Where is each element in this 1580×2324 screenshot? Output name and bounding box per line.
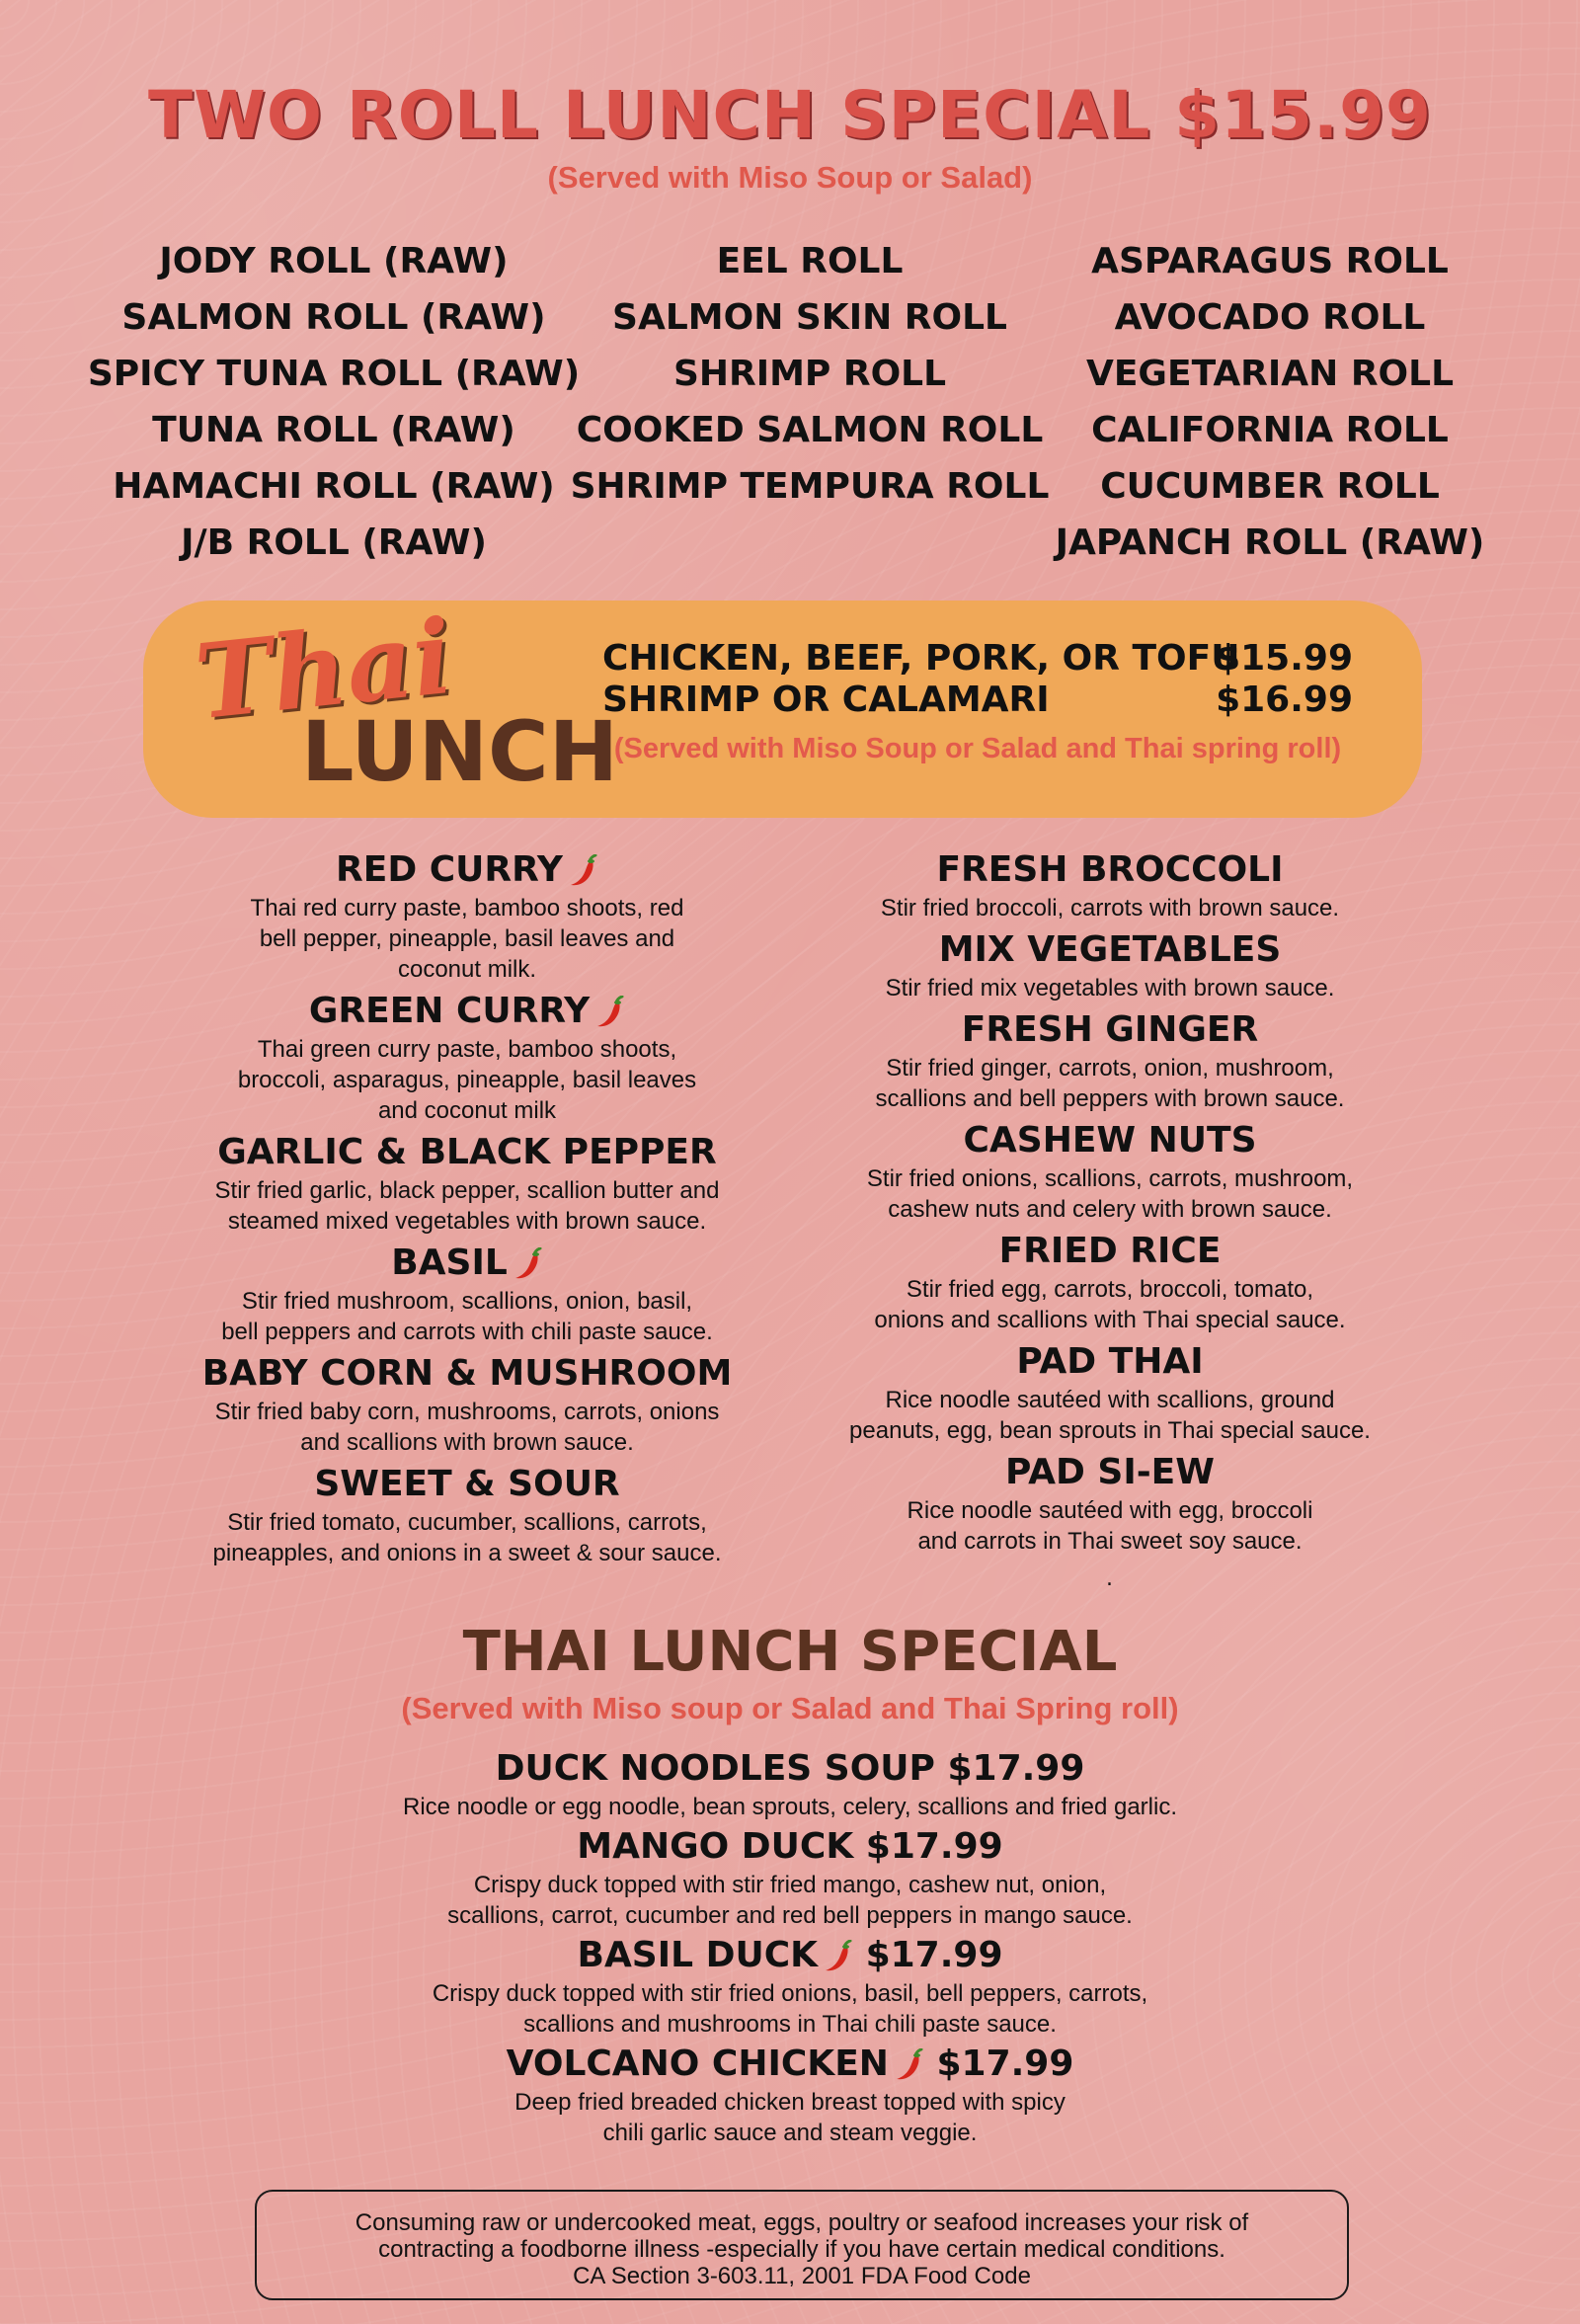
dish-name-row [804, 847, 1416, 893]
dish-description: Thai green curry paste, bamboo shoots, broccoli, asparagus, pineapple, basil leaves and coconut milk [237, 1036, 697, 1124]
dish-item [804, 1450, 1416, 1557]
chili-pepper-icon [595, 996, 625, 1029]
roll-column-3 [1013, 233, 1527, 571]
roll-item: SHRIMP TEMPURA ROLL [570, 466, 1050, 507]
roll-item: TUNA ROLL (RAW) [152, 410, 515, 450]
special-name: BASIL DUCK [577, 1935, 819, 1975]
dish-name: FRESH BROCCOLI [936, 849, 1284, 890]
dish-description: Stir fried garlic, black pepper, scallion butter and steamed mixed vegetables with brown sauce. [214, 1177, 720, 1235]
lunch-word-logo: LUNCH [301, 703, 618, 800]
dish-item [161, 1130, 773, 1237]
dish-item [161, 847, 773, 985]
dish-description: Thai red curry paste, bamboo shoots, red bell pepper, pineapple, basil leaves and coconut milk. [250, 895, 684, 983]
dish-description: Stir fried mix vegetables with brown sauce. [885, 975, 1335, 1002]
roll-column-1 [77, 233, 591, 571]
roll-item: SALMON SKIN ROLL [612, 297, 1007, 338]
dish-name-row [804, 1229, 1416, 1274]
roll-item: CALIFORNIA ROLL [1091, 410, 1449, 450]
dish-item [804, 1118, 1416, 1225]
special-price: $17.99 [936, 2044, 1074, 2084]
price-line-seafood-label: SHRIMP OR CALAMARI [602, 680, 1050, 720]
special-name-row [296, 1824, 1284, 1870]
roll-column-2 [553, 233, 1066, 515]
roll-item: VEGETARIAN ROLL [1085, 354, 1455, 394]
roll-item: SALMON ROLL (RAW) [121, 297, 546, 338]
special-subtitle: (Served with Miso soup or Salad and Thai Spring roll) [401, 1691, 1179, 1725]
special-name: VOLCANO CHICKEN [506, 2044, 889, 2084]
dish-description: Stir fried onions, scallions, carrots, mushroom, cashew nuts and celery with brown sauce. [866, 1165, 1354, 1223]
dish-name: FRESH GINGER [961, 1009, 1259, 1050]
thai-lunch-subtitle: (Served with Miso Soup or Salad and Thai spring roll) [613, 733, 1342, 764]
special-description: Crispy duck topped with stir fried onions, basil, bell peppers, carrots, scallions and mushrooms in Thai chili paste sauce. [432, 1980, 1148, 2038]
two-roll-title: TWO ROLL LUNCH SPECIAL $15.99 [148, 77, 1432, 153]
stray-dot: . [1106, 1566, 1113, 1591]
price-line-seafood-price: $16.99 [1216, 680, 1353, 720]
special-item [296, 1933, 1284, 2040]
roll-item: EEL ROLL [716, 241, 904, 281]
special-name: DUCK NOODLES SOUP [495, 1748, 935, 1789]
special-title: THAI LUNCH SPECIAL [462, 1620, 1118, 1684]
roll-item: J/B ROLL (RAW) [181, 522, 487, 563]
special-name: MANGO DUCK [577, 1826, 854, 1867]
dish-description: Rice noodle sautéed with egg, broccoli and carrots in Thai sweet soy sauce. [907, 1497, 1313, 1555]
roll-item: ASPARAGUS ROLL [1091, 241, 1449, 281]
dish-description: Stir fried mushroom, scallions, onion, basil, bell peppers and carrots with chili paste sauce. [221, 1288, 713, 1345]
warning-line-3: CA Section 3-603.11, 2001 FDA Food Code [573, 2263, 1031, 2289]
chili-pepper-icon [824, 1940, 853, 1973]
chili-pepper-icon [569, 854, 598, 888]
dish-name: PAD THAI [1016, 1341, 1204, 1382]
roll-item: SHRIMP ROLL [672, 354, 947, 394]
dish-name: CASHEW NUTS [963, 1120, 1257, 1161]
dish-description: Stir fried tomato, cucumber, scallions, carrots, pineapples, and onions in a sweet & sour sauce. [212, 1509, 722, 1566]
dish-description: Rice noodle sautéed with scallions, ground peanuts, egg, bean sprouts in Thai special sauce. [849, 1387, 1371, 1444]
dish-item [161, 1462, 773, 1568]
dish-item [804, 847, 1416, 923]
special-price: $17.99 [865, 1935, 1003, 1975]
special-name-row [296, 1746, 1284, 1792]
chili-pepper-icon [895, 2048, 924, 2082]
dish-name: GARLIC & BLACK PEPPER [217, 1132, 717, 1172]
dish-name: FRIED RICE [998, 1231, 1222, 1271]
thai-script-logo: Thai [190, 595, 458, 744]
dish-name: GREEN CURRY [308, 991, 591, 1031]
special-list [296, 1746, 1284, 2150]
dish-description: Stir fried broccoli, carrots with brown sauce. [880, 895, 1340, 922]
special-price: $17.99 [865, 1826, 1003, 1867]
dish-name-row [161, 989, 773, 1034]
roll-item: HAMACHI ROLL (RAW) [113, 466, 555, 507]
price-line-meat-label: CHICKEN, BEEF, PORK, OR TOFU [602, 638, 1240, 679]
dish-name-row [161, 847, 773, 893]
warning-line-1: Consuming raw or undercooked meat, eggs, poultry or seafood increases your risk of [355, 2209, 1249, 2236]
warning-line-2: contracting a foodborne illness -especially if you have certain medical conditions. [378, 2236, 1225, 2263]
special-price: $17.99 [947, 1748, 1085, 1789]
special-description: Crispy duck topped with stir fried mango, cashew nut, onion, scallions, carrot, cucumber and red bell peppers in mango sauce. [447, 1872, 1133, 1929]
dishes-left-column [161, 847, 773, 1572]
dish-name-row [804, 927, 1416, 973]
dish-name: RED CURRY [336, 849, 563, 890]
dish-item [804, 1007, 1416, 1114]
roll-item: JAPANCH ROLL (RAW) [1055, 522, 1485, 563]
dish-description: Stir fried egg, carrots, broccoli, tomato, onions and scallions with Thai special sauce. [874, 1276, 1346, 1333]
dish-name: BASIL [391, 1242, 508, 1283]
dish-name: PAD SI-EW [1005, 1452, 1215, 1492]
dish-name: SWEET & SOUR [314, 1464, 620, 1504]
dish-name-row [161, 1130, 773, 1175]
roll-item: COOKED SALMON ROLL [576, 410, 1044, 450]
dish-name: BABY CORN & MUSHROOM [201, 1353, 733, 1394]
dish-name-row [161, 1241, 773, 1286]
food-safety-warning [255, 2190, 1349, 2300]
price-line-seafood [602, 680, 1353, 720]
two-roll-subtitle: (Served with Miso Soup or Salad) [547, 160, 1033, 195]
roll-item: CUCUMBER ROLL [1100, 466, 1440, 507]
special-description: Deep fried breaded chicken breast topped with spicy chili garlic sauce and steam veggie. [514, 2089, 1066, 2146]
price-line-meat-price: $15.99 [1216, 638, 1353, 679]
roll-item: SPICY TUNA ROLL (RAW) [87, 354, 581, 394]
special-item [296, 1824, 1284, 1931]
dish-item [161, 989, 773, 1126]
dish-name: MIX VEGETABLES [938, 929, 1282, 970]
special-name-row [296, 2042, 1284, 2087]
dish-name-row [161, 1462, 773, 1507]
dish-item [804, 1339, 1416, 1446]
dish-item [804, 927, 1416, 1003]
dish-description: Stir fried ginger, carrots, onion, mushroom, scallions and bell peppers with brown sauce. [875, 1055, 1345, 1112]
dish-item [161, 1351, 773, 1458]
chili-pepper-icon [514, 1247, 543, 1281]
special-name-row [296, 1933, 1284, 1978]
dish-name-row [804, 1339, 1416, 1385]
special-item [296, 2042, 1284, 2148]
price-line-meat [602, 638, 1353, 679]
roll-item: AVOCADO ROLL [1114, 297, 1426, 338]
dish-item [161, 1241, 773, 1347]
dishes-right-column [804, 847, 1416, 1561]
dish-name-row [161, 1351, 773, 1397]
dish-item [804, 1229, 1416, 1335]
special-item [296, 1746, 1284, 1822]
roll-item: JODY ROLL (RAW) [159, 241, 509, 281]
dish-name-row [804, 1450, 1416, 1495]
dish-description: Stir fried baby corn, mushrooms, carrots, onions and scallions with brown sauce. [214, 1399, 720, 1456]
special-description: Rice noodle or egg noodle, bean sprouts, celery, scallions and fried garlic. [402, 1794, 1177, 1820]
dish-name-row [804, 1007, 1416, 1053]
dish-name-row [804, 1118, 1416, 1163]
